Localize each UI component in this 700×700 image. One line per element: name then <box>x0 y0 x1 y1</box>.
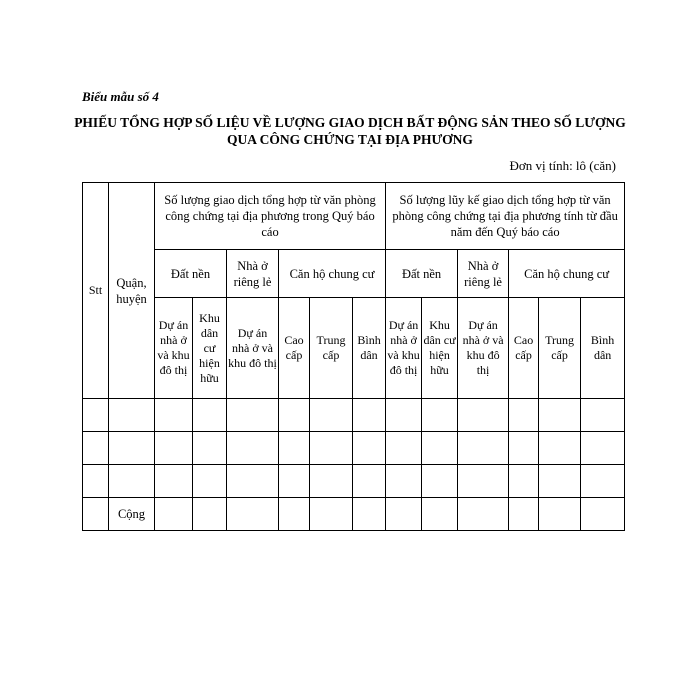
header-group-cumulative: Số lượng lũy kế giao dịch tổng hợp từ văn phòng công chứng tại địa phương tính từ đầu năm đến Quý báo cáo <box>386 183 625 250</box>
header-house-c: Nhà ở riêng lẻ <box>458 250 509 298</box>
header-land-project-q: Dự án nhà ở và khu đô thị <box>155 298 193 399</box>
header-land-existing-c: Khu dân cư hiện hữu <box>422 298 458 399</box>
header-house-q: Nhà ở riêng lẻ <box>227 250 279 298</box>
table-row <box>83 399 625 432</box>
form-title-line1: PHIẾU TỔNG HỢP SỐ LIỆU VỀ LƯỢNG GIAO DỊCH BẤT ĐỘNG SẢN THEO SỐ LƯỢNG <box>74 115 626 130</box>
summary-table <box>82 182 625 531</box>
header-group-quarter: Số lượng giao dịch tổng hợp từ văn phòng công chứng tại địa phương trong Quý báo cáo <box>155 183 386 250</box>
header-apt-normal-c: Bình dân <box>581 298 625 399</box>
form-number: Biểu mẫu số 4 <box>82 89 159 104</box>
header-house-project-c: Dự án nhà ở và khu đô thị <box>458 298 509 399</box>
unit-label: Đơn vị tính: lô (căn) <box>509 158 616 173</box>
header-apt-high-q: Cao cấp <box>279 298 310 399</box>
header-apartment-q: Căn hộ chung cư <box>279 250 386 298</box>
header-stt: Stt <box>83 183 109 399</box>
header-apt-mid-q: Trung cấp <box>310 298 353 399</box>
header-apt-normal-q: Bình dân <box>353 298 386 399</box>
header-apartment-c: Căn hộ chung cư <box>509 250 625 298</box>
header-apt-mid-c: Trung cấp <box>539 298 581 399</box>
header-house-project-q: Dự án nhà ở và khu đô thị <box>227 298 279 399</box>
header-land-q: Đất nền <box>155 250 227 298</box>
header-land-project-c: Dự án nhà ở và khu đô thị <box>386 298 422 399</box>
header-apt-high-c: Cao cấp <box>509 298 539 399</box>
header-land-existing-q: Khu dân cư hiện hữu <box>193 298 227 399</box>
header-district: Quận, huyện <box>109 183 155 399</box>
header-land-c: Đất nền <box>386 250 458 298</box>
total-label: Cộng <box>109 498 155 531</box>
table-row <box>83 432 625 465</box>
form-title-line2: QUA CÔNG CHỨNG TẠI ĐỊA PHƯƠNG <box>227 132 473 147</box>
total-row <box>83 498 625 531</box>
table-row <box>83 465 625 498</box>
